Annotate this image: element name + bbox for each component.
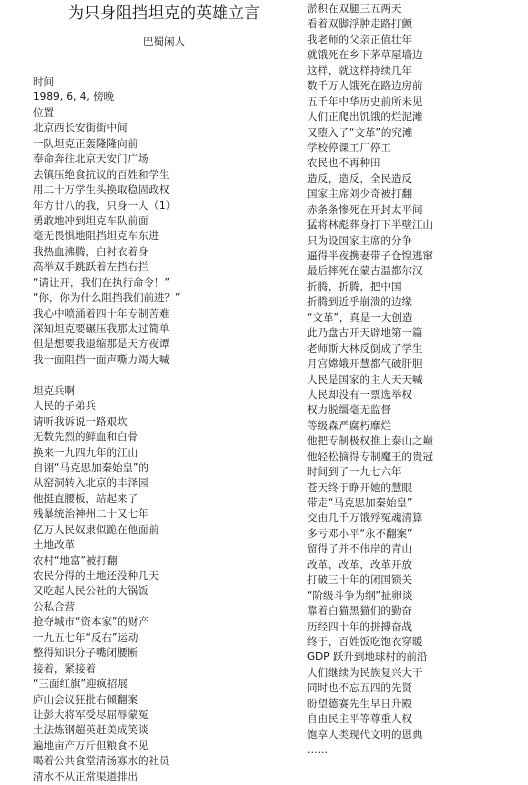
poem-line: 请听我诉说一路艰坎 bbox=[33, 415, 128, 428]
poem-line: GDP 跃升到地球村的前沿 bbox=[307, 651, 428, 664]
poem-line: 人民是国家的主人天天喊 bbox=[307, 373, 423, 386]
poem-line: 折腾到近乎崩溃的边缘 bbox=[307, 296, 412, 309]
poem-line: 折腾，折腾，把中国 bbox=[307, 280, 402, 293]
poem-line: 终于，百姓饭吃饱衣穿暖 bbox=[307, 635, 423, 648]
poem-line: 让彭大将军受尽屈辱蒙冤 bbox=[33, 708, 149, 721]
poem-line: 逼得半夜携妻带子仓惶逃窜 bbox=[307, 250, 433, 262]
poem-line: 勇敢地冲到坦克车队前面 bbox=[33, 214, 149, 227]
poem-line: 人民的子弟兵 bbox=[33, 400, 96, 413]
poem-title: 为只身阻挡坦克的英雄立言 bbox=[67, 3, 260, 22]
poem-line: 用二十万学生头换取稳固政权 bbox=[33, 184, 170, 197]
poem-line: 交由几千万饿殍冤魂清算 bbox=[307, 512, 423, 525]
poem-line: 留得了并不伟岸的青山 bbox=[307, 543, 412, 556]
poem-line: 遍地亩产万斤但粮食不见 bbox=[33, 739, 149, 752]
poem-line: 人民却没有一票选举权 bbox=[307, 388, 412, 401]
poem-line: 清水不从正常渠道排出 bbox=[33, 770, 138, 783]
poem-line: 高举双手跳跃着左挡右拦 bbox=[33, 261, 149, 274]
poem-line: 亿万人民奴隶似跪在他面前 bbox=[33, 523, 159, 536]
poem-line: 去镇压绝食抗议的百姓和学生 bbox=[33, 168, 170, 181]
poem-line: 一九五七年“反右”运动 bbox=[33, 631, 139, 644]
poem-line: 只为设国家主席的分争 bbox=[307, 234, 412, 247]
poem-line: 残暴统治神州二十又七年 bbox=[33, 508, 149, 521]
poem-line: 带走“马克思加秦始皇” bbox=[307, 497, 413, 509]
poem-line: 换来一九四九年的江山 bbox=[33, 446, 138, 459]
poem-line: 我心中喷涌着四十年专制苦难 bbox=[33, 307, 170, 320]
poem-line: 最后摔死在蒙古温都尔汉 bbox=[307, 265, 423, 278]
poem-line: 老师斯大林反倒成了学生 bbox=[307, 342, 423, 355]
poem-line: “三面红旗”迎疯招展 bbox=[33, 678, 128, 691]
poem-line: 等级森严腐朽靡烂 bbox=[307, 419, 391, 432]
poem-line: 又吃起人民公社的大锅饭 bbox=[33, 585, 149, 598]
poem-line: 但是想要我退缩那是天方夜谭 bbox=[33, 338, 170, 351]
poem-line: 我热血沸腾，白衬衣着身 bbox=[33, 245, 149, 258]
poem-line: 农民分得的土地还没种几天 bbox=[33, 570, 159, 582]
poem-line: 数千万人饿死在路边房前 bbox=[307, 80, 423, 93]
poem-line: 土法炼钢超英赶美成笑谈 bbox=[33, 724, 149, 737]
poem-line: 北京西长安街街中间 bbox=[33, 122, 128, 135]
poem-line: 造反，造反，全民造反 bbox=[307, 172, 412, 185]
poem-line: 历经四十年的拼搏奋战 bbox=[307, 620, 412, 633]
poem-line: 淤积在双腿三五两天 bbox=[307, 3, 402, 15]
poem-line: 打破三十年的闭国锁关 bbox=[307, 574, 412, 587]
poem-line: 接着，紧接着 bbox=[33, 662, 96, 675]
poem-line: 农民也不再种田 bbox=[307, 157, 381, 170]
poem-line: 学校停课工厂停工 bbox=[307, 141, 391, 154]
poem-line: 自诩“马克思加秦始皇”的 bbox=[33, 461, 149, 474]
poem-line: 自由民主平等尊重人权 bbox=[307, 713, 412, 726]
poem-line: 从窑洞转入北京的丰泽园 bbox=[33, 477, 149, 490]
poem-line: 饱享人类现代文明的恩典 bbox=[307, 728, 423, 741]
poem-line: 赤条条惨死在开封太平间 bbox=[307, 203, 423, 216]
poem-line: “文革”，真是一大创造 bbox=[307, 311, 413, 324]
poem-line: 他把专制极权推上泰山之巅 bbox=[307, 435, 433, 448]
poem-line: 时间 bbox=[33, 76, 54, 88]
poem-line: 苍天终于睁开她的慧眼 bbox=[307, 481, 412, 494]
poem-line: 靠着白猫黑猫们的勤奋 bbox=[307, 605, 412, 618]
poem-line: 年方廿八的我，只身一人（1） bbox=[33, 199, 177, 212]
poem-line: 我老师的父亲正值壮年 bbox=[307, 33, 412, 46]
poem-line: 毫无畏惧地阻挡坦克车东进 bbox=[33, 230, 159, 243]
poem-line: 位置 bbox=[33, 106, 54, 119]
poem-line: 奉命奔往北京天安门广场 bbox=[33, 153, 149, 166]
poem-line: “阶级斗争为纲”扯卵谈 bbox=[307, 589, 413, 602]
poem-line: 盼望德赛先生早日升殿 bbox=[307, 697, 412, 710]
poem-line: 庐山会议狂批右倾翻案 bbox=[33, 693, 138, 706]
poem-line: 人们正爬出饥饿的烂泥滩 bbox=[307, 111, 423, 124]
poem-line: 就饿死在乡下茅草屋墙边 bbox=[307, 49, 423, 62]
poem-line: 月宫嫦娥开慧都气破肝胆 bbox=[307, 358, 423, 371]
poem-line: 同时也不忘五四的先贤 bbox=[307, 682, 412, 695]
poem-line: 抢夺城市“资本家”的财产 bbox=[33, 616, 149, 629]
poem-line: 无数先烈的鲜血和白骨 bbox=[33, 431, 138, 444]
poem-line: …… bbox=[307, 744, 328, 756]
poem-line: 他轻松摘得专制魔王的贵冠 bbox=[307, 450, 433, 463]
right-column-lines bbox=[307, 2, 433, 758]
poem-line: 多亏邓小平“永不翻案” bbox=[307, 527, 413, 540]
poem-line: 农村“地富”被打翻 bbox=[33, 554, 118, 567]
poem-line: 我一面阻挡一面声嘶力竭大喊 bbox=[33, 353, 170, 366]
poem-line: 一队坦克正轰隆隆向前 bbox=[33, 137, 138, 150]
poem-line: 土地改革 bbox=[33, 539, 75, 552]
poem-line: 公私合营 bbox=[33, 600, 75, 613]
poem-line: 深知坦克要碾压我那太过简单 bbox=[33, 323, 170, 335]
poem-line: 五千年中华历史前所未见 bbox=[307, 95, 423, 108]
poem-line: 猛将林彪葬身打下半壁江山 bbox=[307, 219, 433, 232]
poem-line: 看着双脚浮肿走路打颤 bbox=[307, 18, 412, 31]
poem-line: “你，你为什么阻挡我们前进？” bbox=[33, 292, 181, 305]
poem-line: 1989, 6, 4, 傍晚 bbox=[33, 91, 115, 104]
poem-line: 权力脱缰毫无监督 bbox=[307, 404, 391, 417]
poem-line: 他挺直腰板，站起来了 bbox=[33, 492, 138, 505]
poem-line: 喝着公共食堂清汤寡水的社员 bbox=[33, 755, 170, 768]
left-column-lines bbox=[33, 75, 180, 785]
poem-line: 这样，就这样持续几年 bbox=[307, 64, 412, 77]
poem-line: 又堕入了“文革”的究滩 bbox=[307, 126, 413, 139]
poem-line: 时间到了一九七六年 bbox=[307, 466, 402, 479]
poem-line: “请让开，我们在执行命令！” bbox=[33, 276, 170, 289]
poem-line: 改革，改革，改革开放 bbox=[307, 558, 412, 571]
poem-line: 坦克兵啊 bbox=[33, 384, 75, 397]
poem-line: 此乃盘古开天辟地第一篇 bbox=[307, 327, 423, 340]
poem-line: 国家主席刘少奇被打翻 bbox=[307, 188, 412, 201]
poem-line bbox=[33, 368, 180, 383]
poem-line: 整得知识分子嘴闭腰断 bbox=[33, 647, 138, 660]
poem-author: 巴蜀闲人 bbox=[143, 36, 185, 48]
poem-line: 人们继续为民族复兴大干 bbox=[307, 666, 423, 679]
